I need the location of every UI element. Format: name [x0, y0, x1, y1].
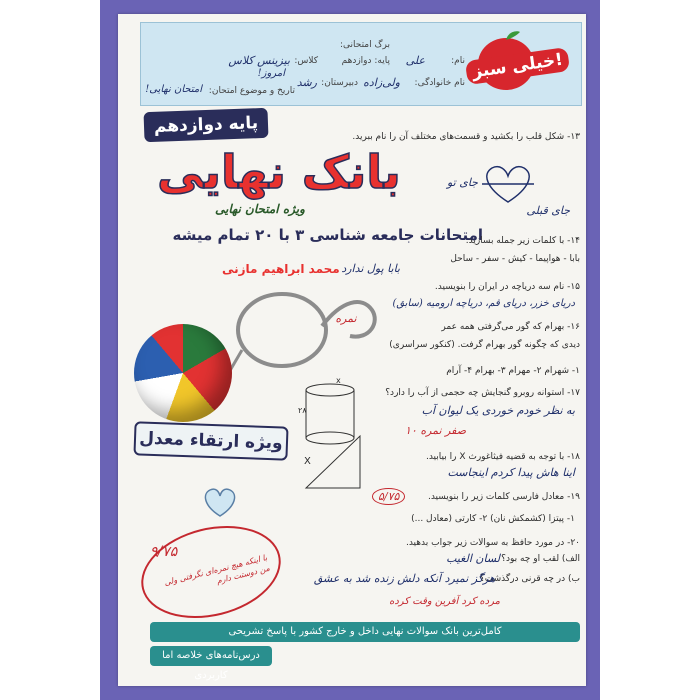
name-value: علی	[405, 54, 425, 67]
q20-part-a: الف) لقب او چه بود؟	[501, 554, 580, 564]
book-title: بانک نهایی	[157, 145, 401, 199]
q20-teacher-comment: مرده کرد آفرین وقت کرده	[389, 596, 500, 607]
q13-answer-2: جای قبلی	[526, 204, 570, 217]
final-score: ۹/۷۵	[150, 544, 178, 560]
question-20: ۲۰- در مورد حافظ به سوالات زیر جواب بدهید.	[405, 538, 580, 548]
question-17: ۱۷- استوانه روبرو گنجایش چه حجمی از آب را دارد؟	[385, 388, 580, 398]
class-value: بیزینس کلاس	[228, 54, 290, 67]
question-16-line2: دیدی که چگونه گور بهرام گرفت. (کنکور سراسری)	[389, 340, 580, 350]
date-value: امروز!	[257, 68, 285, 79]
exams-tagline: امتحانات جامعه شناسی ۳ با ۲۰ تمام میشه	[172, 226, 483, 244]
triangle-x-label: X	[304, 456, 311, 467]
score-annotation-1: ۱۰ نمره	[320, 312, 357, 325]
grade-badge: پایه دوازدهم	[144, 108, 269, 142]
cylinder-height-label: ۲۸	[298, 406, 307, 415]
teacher-note: با اینکه هیچ نمره‌ای نگرفتی ولی من دوستت دارم	[163, 553, 271, 588]
q15-answer: دریای خزر، دریای قم، دریاچه ارومیه (سابق)	[392, 298, 575, 309]
q18-answer: اینا هاش پیدا کردم اینجاست	[447, 466, 575, 479]
special-badge: ویژه ارتقاء معدل	[133, 421, 288, 460]
family-value: ولی‌زاده	[363, 76, 400, 89]
heart-doodle-icon	[478, 160, 538, 208]
footer-banner-1: کامل‌ترین بانک سوالات نهایی داخل و خارج کشور با پاسخ تشریحی	[150, 622, 580, 642]
q13-answer-1: جای تو	[446, 176, 478, 189]
question-13: ۱۳- شکل قلب را بکشید و قسمت‌های مختلف آن را نام ببرید.	[352, 132, 580, 142]
q19-score: ۵/۷۵	[372, 488, 405, 505]
q14-answer: بابا پول ندارد	[341, 262, 400, 275]
small-heart-doodle-icon	[200, 484, 240, 520]
q14-words: بابا - هواپیما - کیش - سفر - ساحل	[450, 254, 580, 264]
topic-value: امتحان نهایی!	[145, 84, 202, 95]
class-label: کلاس:	[294, 56, 318, 66]
question-19: ۱۹- معادل فارسی کلمات زیر را بنویسید.	[427, 492, 580, 502]
q17-answer: به نظر خودم خوردی یک لیوان آب	[421, 404, 575, 417]
flag-ball-icon	[134, 324, 232, 422]
school-value: رشد	[296, 76, 317, 89]
cylinder-radius-label: x	[336, 376, 341, 385]
keyring-icon	[222, 270, 382, 390]
grade-label: پایه: دوازدهم	[341, 56, 390, 66]
q20-part-a-answer: لسان الغیب	[446, 552, 500, 565]
date-label: تاریخ و موضوع امتحان:	[208, 86, 295, 96]
question-14: ۱۴- با کلمات زیر جمله بسازید.	[465, 236, 580, 246]
q19-items: ۱- پیتزا (کشمکش نان) ۲- کارتی (معادل ...)	[411, 514, 575, 524]
family-label: نام خانوادگی:	[414, 78, 465, 88]
question-18: ۱۸- با توجه به قضیه فیثاغورث X را بیابید.	[425, 452, 580, 462]
q16-options: ۱- شهرام ۲- مهرام ۳- بهرام ۴- آرام	[446, 366, 580, 376]
author-name: محمد ابراهیم مازنی	[222, 262, 340, 276]
q20-part-b-answer: هرگز نمیرد آنکه دلش زنده شد به عشق	[313, 572, 495, 585]
logo-text: خیلی سبز!	[465, 47, 571, 85]
question-16: ۱۶- بهرام که گور می‌گرفتی همه عمر	[441, 322, 580, 332]
footer-banner-2: درس‌نامه‌های خلاصه اما کاربردی	[150, 646, 272, 666]
exam-sheet-label: برگ امتحانی:	[339, 40, 390, 50]
name-label: نام:	[451, 56, 465, 66]
score-annotation-2: ۱۰ صفر نمره	[405, 424, 467, 437]
question-15: ۱۵- نام سه دریاچه در ایران را بنویسید.	[434, 282, 580, 292]
q20-part-b: ب) در چه قرنی درگذشت؟	[480, 574, 580, 584]
school-label: دبیرستان:	[321, 78, 358, 88]
title-subtitle: ویژه امتحان نهایی	[215, 202, 305, 216]
